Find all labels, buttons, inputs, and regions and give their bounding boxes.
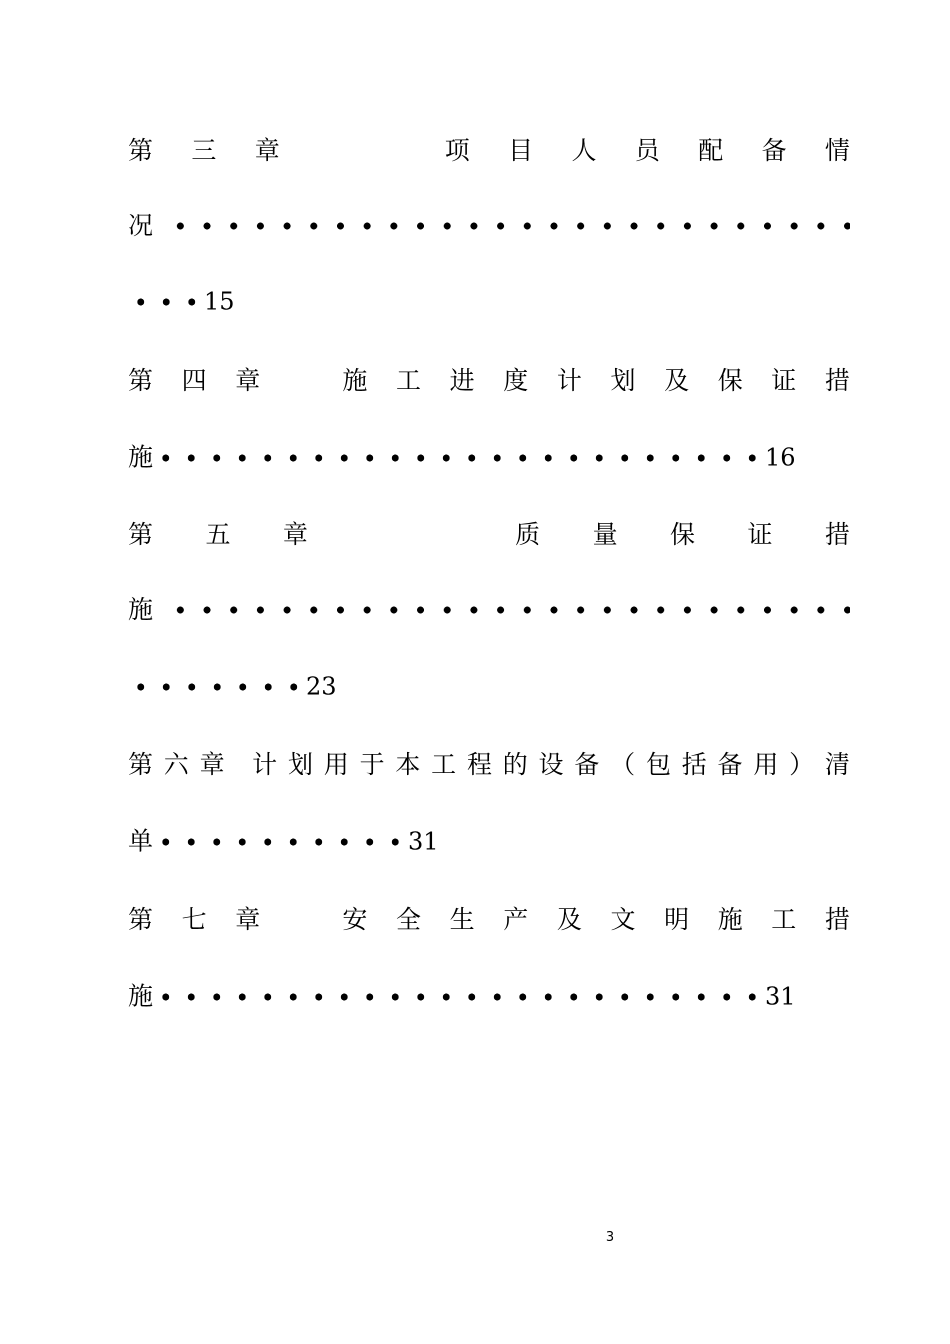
toc-entry-ch4-title[interactable] <box>128 361 850 401</box>
char: 备 <box>574 750 600 779</box>
char: 项 <box>444 136 470 165</box>
page-number: 23 <box>306 672 337 701</box>
char: 质 <box>515 520 541 549</box>
toc-entry-ch7-title[interactable] <box>128 900 850 940</box>
gap <box>381 131 406 171</box>
char: 施 <box>717 905 743 934</box>
char: 计 <box>556 366 582 395</box>
char: 工 <box>431 750 457 779</box>
char: 及 <box>556 905 582 934</box>
char: 七 <box>181 905 207 934</box>
char: 包 <box>645 750 671 779</box>
char: 配 <box>698 136 724 165</box>
char: 及 <box>664 366 690 395</box>
char: 文 <box>610 905 636 934</box>
char: 章 <box>235 366 261 395</box>
char: 六 <box>163 750 189 779</box>
dot-leader <box>167 206 850 246</box>
toc-lead-char: 况 <box>128 211 154 240</box>
char: 于 <box>359 750 385 779</box>
char: 工 <box>771 905 797 934</box>
char: 用 <box>323 750 349 779</box>
toc-lead-char: 施 <box>128 595 154 624</box>
char: 度 <box>503 366 529 395</box>
gap <box>318 131 343 171</box>
toc-entry-ch5-leader <box>128 590 850 630</box>
char: 设 <box>538 750 564 779</box>
toc-lead-char: 单 <box>128 826 154 856</box>
toc-lead-char: 施 <box>128 981 154 1011</box>
char: 第 <box>128 366 154 395</box>
char: ） <box>789 750 815 779</box>
char: 四 <box>181 366 207 395</box>
char: 备 <box>717 750 743 779</box>
char: 证 <box>771 366 797 395</box>
char: 安 <box>342 905 368 934</box>
char: 章 <box>254 136 280 165</box>
char: 情 <box>824 136 850 165</box>
dot-leader <box>128 667 306 707</box>
char: 措 <box>824 520 850 549</box>
char: 章 <box>199 750 225 779</box>
toc-entry-ch3-page <box>128 280 850 320</box>
page-number: 15 <box>204 287 235 316</box>
char: 量 <box>592 520 618 549</box>
char: 工 <box>396 366 422 395</box>
page-footer-number: 3 <box>605 1230 615 1245</box>
char: 产 <box>503 905 529 934</box>
dot-leader <box>153 438 765 478</box>
dot-leader <box>153 822 408 862</box>
toc-entry-ch5-title[interactable] <box>128 515 850 555</box>
page-number: 31 <box>408 827 439 856</box>
toc-entry-ch5-page <box>128 665 850 705</box>
gap <box>235 745 241 785</box>
char: （ <box>610 750 636 779</box>
char: 措 <box>824 366 850 395</box>
char: 第 <box>128 905 154 934</box>
toc-entry-ch7-leader <box>128 975 850 1015</box>
char: 员 <box>634 136 660 165</box>
char: 措 <box>824 905 850 934</box>
char: 清 <box>824 750 850 779</box>
gap <box>360 515 385 555</box>
char: 明 <box>664 905 690 934</box>
char: 全 <box>396 905 422 934</box>
toc-entry-ch6-title[interactable] <box>128 745 850 785</box>
char: 第 <box>128 136 154 165</box>
char: 五 <box>205 520 231 549</box>
char: 用 <box>753 750 779 779</box>
char: 划 <box>610 366 636 395</box>
char: 保 <box>717 366 743 395</box>
toc-entry-ch4-leader <box>128 436 850 476</box>
char: 进 <box>449 366 475 395</box>
dot-leader <box>153 977 765 1017</box>
char: 施 <box>342 366 368 395</box>
char: 第 <box>128 750 154 779</box>
toc-entry-ch3-leader <box>128 206 850 246</box>
toc-entry-ch3-title[interactable] <box>128 131 850 171</box>
char: 的 <box>502 750 528 779</box>
char: 备 <box>761 136 787 165</box>
dot-leader <box>167 590 850 630</box>
toc-entry-ch6-leader <box>128 820 850 860</box>
char: 第 <box>128 520 154 549</box>
char: 三 <box>191 136 217 165</box>
char: 程 <box>466 750 492 779</box>
char: 保 <box>670 520 696 549</box>
char: 本 <box>395 750 421 779</box>
char: 章 <box>235 905 261 934</box>
gap <box>289 900 314 940</box>
dot-leader <box>128 282 204 322</box>
char: 人 <box>571 136 597 165</box>
page-number: 31 <box>765 982 796 1011</box>
char: 括 <box>681 750 707 779</box>
gap <box>438 515 463 555</box>
char: 划 <box>287 750 313 779</box>
char: 目 <box>508 136 534 165</box>
char: 证 <box>747 520 773 549</box>
char: 计 <box>252 750 278 779</box>
char: 章 <box>282 520 308 549</box>
page-number: 16 <box>765 443 796 472</box>
gap <box>289 361 314 401</box>
char: 生 <box>449 905 475 934</box>
toc-lead-char: 施 <box>128 442 154 472</box>
